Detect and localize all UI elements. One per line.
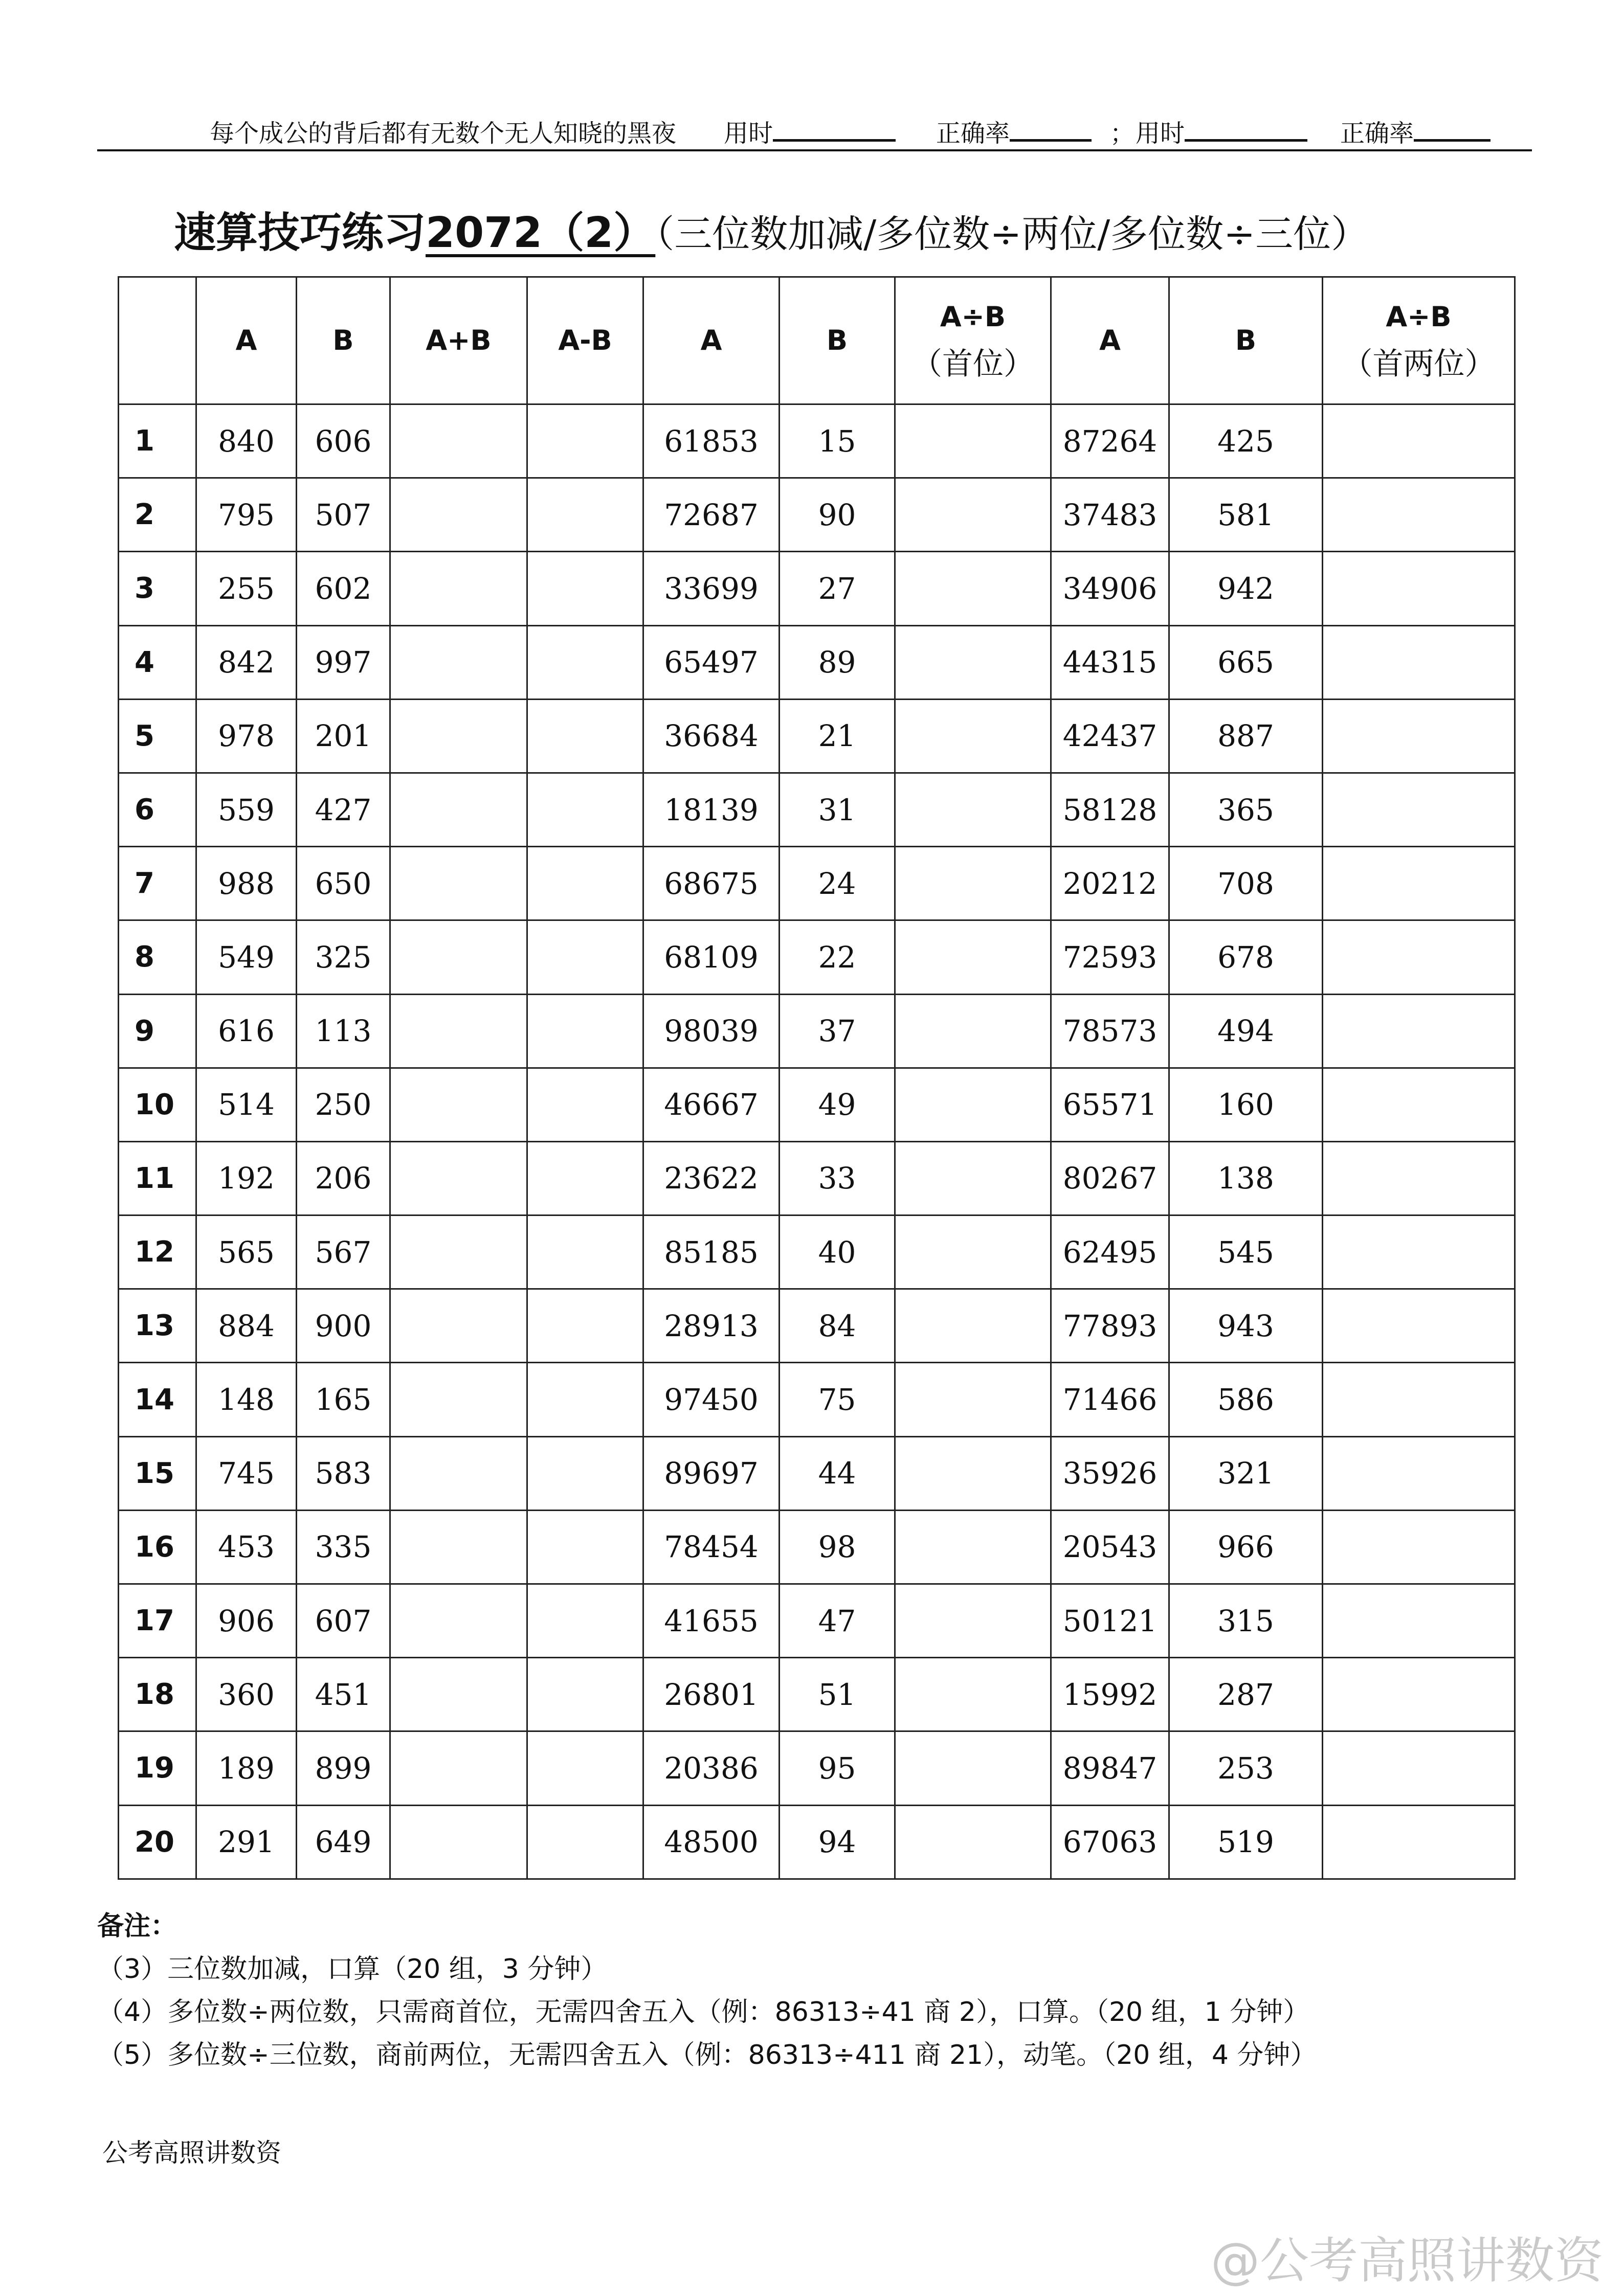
cell-a1: 842: [196, 625, 297, 699]
table-row: [119, 1436, 1515, 1510]
cell-a3: 20543: [1051, 1510, 1169, 1584]
header-a2: A: [643, 277, 780, 404]
row-number: 1: [119, 404, 196, 478]
answer-sum[interactable]: [390, 699, 527, 773]
answer-diff[interactable]: [527, 1363, 643, 1436]
header-div-two-label: A÷B: [1386, 301, 1452, 333]
answer-sum[interactable]: [390, 478, 527, 552]
cell-b2: 84: [780, 1289, 895, 1363]
table-row: [119, 920, 1515, 994]
cell-a3: 44315: [1051, 625, 1169, 699]
cell-b3: 942: [1169, 552, 1323, 625]
header-rule: [97, 149, 1532, 151]
cell-b1: 997: [297, 625, 390, 699]
cell-b2: 31: [780, 773, 895, 846]
note-item-3: （3）三位数加减，口算（20 组，3 分钟）: [97, 1954, 608, 1985]
answer-sum[interactable]: [390, 920, 527, 994]
table-row: [119, 847, 1515, 920]
cell-a1: 795: [196, 478, 297, 552]
answer-sum[interactable]: [390, 1141, 527, 1215]
answer-div-two[interactable]: [1323, 1215, 1515, 1289]
answer-sum[interactable]: [390, 1289, 527, 1363]
cell-a1: 360: [196, 1658, 297, 1731]
answer-div-two[interactable]: [1323, 773, 1515, 846]
header-a3: A: [1051, 277, 1169, 404]
table-row: [119, 994, 1515, 1068]
answer-div-first[interactable]: [895, 699, 1051, 773]
answer-sum[interactable]: [390, 1068, 527, 1141]
cell-a3: 89847: [1051, 1731, 1169, 1805]
note-item-5: （5）多位数÷三位数，商前两位，无需四舍五入（例：86313÷411 商 21），动笔。（20 组，4 分钟）: [97, 2040, 1317, 2070]
cell-b3: 321: [1169, 1436, 1323, 1510]
table-row: [119, 1141, 1515, 1215]
cell-a2: 36684: [643, 699, 780, 773]
cell-a1: 189: [196, 1731, 297, 1805]
table-row: [119, 1510, 1515, 1584]
answer-div-first[interactable]: [895, 1436, 1051, 1510]
answer-diff[interactable]: [527, 1068, 643, 1141]
cell-a3: 42437: [1051, 699, 1169, 773]
row-number: 12: [119, 1215, 196, 1289]
header-div-first-label: A÷B: [940, 301, 1006, 333]
practice-table: [118, 276, 1516, 1880]
cell-b1: 567: [297, 1215, 390, 1289]
cell-a3: 50121: [1051, 1584, 1169, 1658]
cell-a3: 87264: [1051, 404, 1169, 478]
answer-div-first[interactable]: [895, 994, 1051, 1068]
answer-sum[interactable]: [390, 994, 527, 1068]
cell-a2: 61853: [643, 404, 780, 478]
cell-a3: 37483: [1051, 478, 1169, 552]
row-number: 7: [119, 847, 196, 920]
time-field-1: [724, 114, 773, 149]
cell-a1: 559: [196, 773, 297, 846]
answer-diff[interactable]: [527, 994, 643, 1068]
accuracy-label-2: 正确率: [1340, 119, 1414, 148]
answer-div-two[interactable]: [1323, 1436, 1515, 1510]
table-row: [119, 1731, 1515, 1805]
row-number: 16: [119, 1510, 196, 1584]
answer-sum[interactable]: [390, 1510, 527, 1584]
row-number: 9: [119, 994, 196, 1068]
answer-div-two[interactable]: [1323, 1584, 1515, 1658]
cell-a3: 67063: [1051, 1805, 1169, 1879]
answer-div-two[interactable]: [1323, 552, 1515, 625]
answer-div-two[interactable]: [1323, 1363, 1515, 1436]
row-number: 14: [119, 1363, 196, 1436]
cell-b2: 21: [780, 699, 895, 773]
header-div-first-note: （首位）: [911, 346, 1034, 382]
answer-div-two[interactable]: [1323, 1510, 1515, 1584]
table-row: [119, 478, 1515, 552]
answer-sum[interactable]: [390, 404, 527, 478]
cell-a1: 884: [196, 1289, 297, 1363]
answer-sum[interactable]: [390, 1584, 527, 1658]
answer-div-first[interactable]: [895, 1289, 1051, 1363]
answer-div-two[interactable]: [1323, 404, 1515, 478]
cell-a2: 78454: [643, 1510, 780, 1584]
cell-b3: 966: [1169, 1510, 1323, 1584]
table-header-row: [119, 277, 1515, 404]
table-row: [119, 625, 1515, 699]
cell-a1: 549: [196, 920, 297, 994]
row-number: 13: [119, 1289, 196, 1363]
answer-div-two[interactable]: [1323, 1805, 1515, 1879]
cell-b2: 51: [780, 1658, 895, 1731]
cell-b2: 75: [780, 1363, 895, 1436]
accuracy-blank-2[interactable]: [1414, 114, 1490, 142]
row-number: 3: [119, 552, 196, 625]
cell-a1: 565: [196, 1215, 297, 1289]
cell-b1: 165: [297, 1363, 390, 1436]
cell-b3: 586: [1169, 1363, 1323, 1436]
note-item-4: （4）多位数÷两位数，只需商首位，无需四舍五入（例：86313÷41 商 2），口算。（20 组，1 分钟）: [97, 1997, 1310, 2028]
answer-diff[interactable]: [527, 1215, 643, 1289]
cell-b1: 507: [297, 478, 390, 552]
title-code: 2072（2）: [426, 209, 656, 257]
cell-a3: 62495: [1051, 1215, 1169, 1289]
answer-div-two[interactable]: [1323, 847, 1515, 920]
header-sum: A+B: [390, 277, 527, 404]
cell-b2: 94: [780, 1805, 895, 1879]
cell-a3: 80267: [1051, 1141, 1169, 1215]
cell-b1: 201: [297, 699, 390, 773]
answer-sum[interactable]: [390, 625, 527, 699]
answer-diff[interactable]: [527, 1658, 643, 1731]
cell-b1: 451: [297, 1658, 390, 1731]
cell-a2: 28913: [643, 1289, 780, 1363]
answer-div-first[interactable]: [895, 404, 1051, 478]
table-row: [119, 699, 1515, 773]
row-number: 6: [119, 773, 196, 846]
cell-a2: 97450: [643, 1363, 780, 1436]
cell-b3: 253: [1169, 1731, 1323, 1805]
answer-diff[interactable]: [527, 920, 643, 994]
cell-b2: 15: [780, 404, 895, 478]
answer-div-first[interactable]: [895, 920, 1051, 994]
cell-a2: 68675: [643, 847, 780, 920]
table-row: [119, 1584, 1515, 1658]
answer-div-first[interactable]: [895, 1584, 1051, 1658]
cell-a3: 78573: [1051, 994, 1169, 1068]
accuracy-label-1: 正确率: [936, 119, 1010, 148]
cell-a2: 41655: [643, 1584, 780, 1658]
cell-b1: 900: [297, 1289, 390, 1363]
answer-div-first[interactable]: [895, 847, 1051, 920]
header-div-first: [895, 277, 1051, 404]
header-div-two: [1323, 277, 1515, 404]
header-separator: ；: [1110, 119, 1135, 148]
cell-a3: 35926: [1051, 1436, 1169, 1510]
cell-a3: 34906: [1051, 552, 1169, 625]
cell-b2: 89: [780, 625, 895, 699]
cell-b1: 113: [297, 994, 390, 1068]
cell-a1: 745: [196, 1436, 297, 1510]
answer-sum[interactable]: [390, 847, 527, 920]
answer-diff[interactable]: [527, 699, 643, 773]
table-row: [119, 552, 1515, 625]
cell-b3: 315: [1169, 1584, 1323, 1658]
row-number: 4: [119, 625, 196, 699]
cell-a1: 616: [196, 994, 297, 1068]
cell-a2: 20386: [643, 1731, 780, 1805]
cell-b2: 44: [780, 1436, 895, 1510]
time-blank-1[interactable]: [773, 114, 896, 142]
title-subtitle: （三位数加减/多位数÷两位/多位数÷三位）: [655, 212, 1369, 256]
table-row: [119, 1215, 1515, 1289]
cell-a2: 98039: [643, 994, 780, 1068]
cell-b3: 287: [1169, 1658, 1323, 1731]
time-field-2: [1136, 114, 1185, 149]
cell-a3: 77893: [1051, 1289, 1169, 1363]
answer-div-two[interactable]: [1323, 478, 1515, 552]
row-number: 8: [119, 920, 196, 994]
cell-a3: 65571: [1051, 1068, 1169, 1141]
answer-div-two[interactable]: [1323, 1141, 1515, 1215]
cell-b3: 365: [1169, 773, 1323, 846]
cell-b3: 494: [1169, 994, 1323, 1068]
header-b1: B: [297, 277, 390, 404]
cell-b1: 325: [297, 920, 390, 994]
header-b2: B: [780, 277, 895, 404]
answer-div-first[interactable]: [895, 1510, 1051, 1584]
table-row: [119, 1805, 1515, 1879]
cell-a1: 192: [196, 1141, 297, 1215]
answer-diff[interactable]: [527, 1510, 643, 1584]
cell-b2: 37: [780, 994, 895, 1068]
time-label-1: 用时: [724, 119, 773, 148]
answer-div-two[interactable]: [1323, 625, 1515, 699]
cell-b3: 581: [1169, 478, 1323, 552]
table-row: [119, 404, 1515, 478]
cell-a2: 23622: [643, 1141, 780, 1215]
cell-a2: 33699: [643, 552, 780, 625]
page-header: [97, 114, 1532, 149]
answer-div-first[interactable]: [895, 1068, 1051, 1141]
answer-diff[interactable]: [527, 1805, 643, 1879]
cell-b3: 708: [1169, 847, 1323, 920]
cell-b1: 606: [297, 404, 390, 478]
cell-b3: 519: [1169, 1805, 1323, 1879]
answer-div-two[interactable]: [1323, 1289, 1515, 1363]
cell-a1: 840: [196, 404, 297, 478]
answer-diff[interactable]: [527, 552, 643, 625]
cell-b2: 40: [780, 1215, 895, 1289]
answer-div-first[interactable]: [895, 1731, 1051, 1805]
row-number: 10: [119, 1068, 196, 1141]
row-number: 20: [119, 1805, 196, 1879]
accuracy-blank-1[interactable]: [1010, 114, 1092, 142]
time-blank-2[interactable]: [1185, 114, 1307, 142]
cell-b1: 335: [297, 1510, 390, 1584]
answer-diff[interactable]: [527, 625, 643, 699]
cell-b1: 583: [297, 1436, 390, 1510]
cell-b3: 545: [1169, 1215, 1323, 1289]
cell-a2: 48500: [643, 1805, 780, 1879]
answer-diff[interactable]: [527, 1436, 643, 1510]
answer-diff[interactable]: [527, 1289, 643, 1363]
header-div-two-note: （首两位）: [1342, 346, 1496, 382]
answer-div-first[interactable]: [895, 552, 1051, 625]
answer-div-first[interactable]: [895, 1658, 1051, 1731]
cell-b1: 650: [297, 847, 390, 920]
answer-diff[interactable]: [527, 773, 643, 846]
answer-sum[interactable]: [390, 552, 527, 625]
time-label-2: 用时: [1136, 119, 1185, 148]
row-number: 5: [119, 699, 196, 773]
answer-diff[interactable]: [527, 1584, 643, 1658]
answer-div-two[interactable]: [1323, 1068, 1515, 1141]
answer-div-first[interactable]: [895, 478, 1051, 552]
table-row: [119, 1068, 1515, 1141]
answer-sum[interactable]: [390, 1658, 527, 1731]
row-number: 19: [119, 1731, 196, 1805]
answer-div-two[interactable]: [1323, 1658, 1515, 1731]
table-row: [119, 1289, 1515, 1363]
cell-b2: 49: [780, 1068, 895, 1141]
cell-a1: 514: [196, 1068, 297, 1141]
notes-section: [97, 1905, 1317, 2077]
cell-b2: 22: [780, 920, 895, 994]
answer-sum[interactable]: [390, 773, 527, 846]
cell-a2: 26801: [643, 1658, 780, 1731]
cell-a3: 71466: [1051, 1363, 1169, 1436]
cell-a1: 978: [196, 699, 297, 773]
cell-b2: 98: [780, 1510, 895, 1584]
cell-b3: 678: [1169, 920, 1323, 994]
answer-div-first[interactable]: [895, 1215, 1051, 1289]
cell-b3: 425: [1169, 404, 1323, 478]
header-diff: A-B: [527, 277, 643, 404]
cell-a2: 65497: [643, 625, 780, 699]
cell-b2: 90: [780, 478, 895, 552]
answer-diff[interactable]: [527, 478, 643, 552]
cell-a2: 72687: [643, 478, 780, 552]
answer-div-two[interactable]: [1323, 994, 1515, 1068]
cell-b3: 160: [1169, 1068, 1323, 1141]
cell-b3: 665: [1169, 625, 1323, 699]
title-main: 速算技巧练习: [174, 209, 426, 257]
answer-div-first[interactable]: [895, 773, 1051, 846]
accuracy-field-2: [1340, 114, 1414, 149]
cell-b2: 33: [780, 1141, 895, 1215]
cell-a1: 453: [196, 1510, 297, 1584]
cell-b1: 602: [297, 552, 390, 625]
answer-sum[interactable]: [390, 1215, 527, 1289]
cell-b3: 943: [1169, 1289, 1323, 1363]
cell-b1: 427: [297, 773, 390, 846]
cell-b3: 887: [1169, 699, 1323, 773]
cell-a1: 988: [196, 847, 297, 920]
cell-b1: 899: [297, 1731, 390, 1805]
row-number: 18: [119, 1658, 196, 1731]
header-b3: B: [1169, 277, 1323, 404]
cell-b2: 24: [780, 847, 895, 920]
answer-sum[interactable]: [390, 1436, 527, 1510]
page-title: [174, 199, 1369, 259]
cell-b2: 47: [780, 1584, 895, 1658]
cell-a1: 255: [196, 552, 297, 625]
table-row: [119, 1658, 1515, 1731]
answer-sum[interactable]: [390, 1805, 527, 1879]
answer-div-first[interactable]: [895, 1805, 1051, 1879]
answer-div-first[interactable]: [895, 1141, 1051, 1215]
cell-a3: 58128: [1051, 773, 1169, 846]
row-number: 17: [119, 1584, 196, 1658]
cell-b2: 27: [780, 552, 895, 625]
answer-div-first[interactable]: [895, 625, 1051, 699]
cell-a2: 89697: [643, 1436, 780, 1510]
accuracy-field-1: [936, 114, 1010, 149]
cell-a3: 20212: [1051, 847, 1169, 920]
cell-a1: 148: [196, 1363, 297, 1436]
footer-text: 公考高照讲数资: [102, 2138, 281, 2168]
cell-a2: 18139: [643, 773, 780, 846]
answer-sum[interactable]: [390, 1731, 527, 1805]
row-number: 11: [119, 1141, 196, 1215]
answer-div-two[interactable]: [1323, 699, 1515, 773]
header-a1: A: [196, 277, 297, 404]
cell-b1: 206: [297, 1141, 390, 1215]
answer-div-two[interactable]: [1323, 1731, 1515, 1805]
answer-diff[interactable]: [527, 1731, 643, 1805]
answer-diff[interactable]: [527, 847, 643, 920]
watermark: @公考高照讲数资: [1211, 2232, 1604, 2289]
header-index: [119, 277, 196, 404]
cell-a3: 72593: [1051, 920, 1169, 994]
cell-a3: 15992: [1051, 1658, 1169, 1731]
cell-b1: 649: [297, 1805, 390, 1879]
answer-diff[interactable]: [527, 1141, 643, 1215]
table-row: [119, 1363, 1515, 1436]
cell-a2: 46667: [643, 1068, 780, 1141]
row-number: 15: [119, 1436, 196, 1510]
notes-heading: 备注：: [97, 1911, 177, 1942]
motto: 每个成公的背后都有无数个无人知晓的黑夜: [210, 119, 677, 148]
cell-a2: 85185: [643, 1215, 780, 1289]
cell-a2: 68109: [643, 920, 780, 994]
cell-a1: 291: [196, 1805, 297, 1879]
answer-sum[interactable]: [390, 1363, 527, 1436]
answer-diff[interactable]: [527, 404, 643, 478]
cell-b1: 607: [297, 1584, 390, 1658]
answer-div-two[interactable]: [1323, 920, 1515, 994]
table-row: [119, 773, 1515, 846]
cell-b1: 250: [297, 1068, 390, 1141]
row-number: 2: [119, 478, 196, 552]
cell-b3: 138: [1169, 1141, 1323, 1215]
cell-b2: 95: [780, 1731, 895, 1805]
cell-a1: 906: [196, 1584, 297, 1658]
answer-div-first[interactable]: [895, 1363, 1051, 1436]
